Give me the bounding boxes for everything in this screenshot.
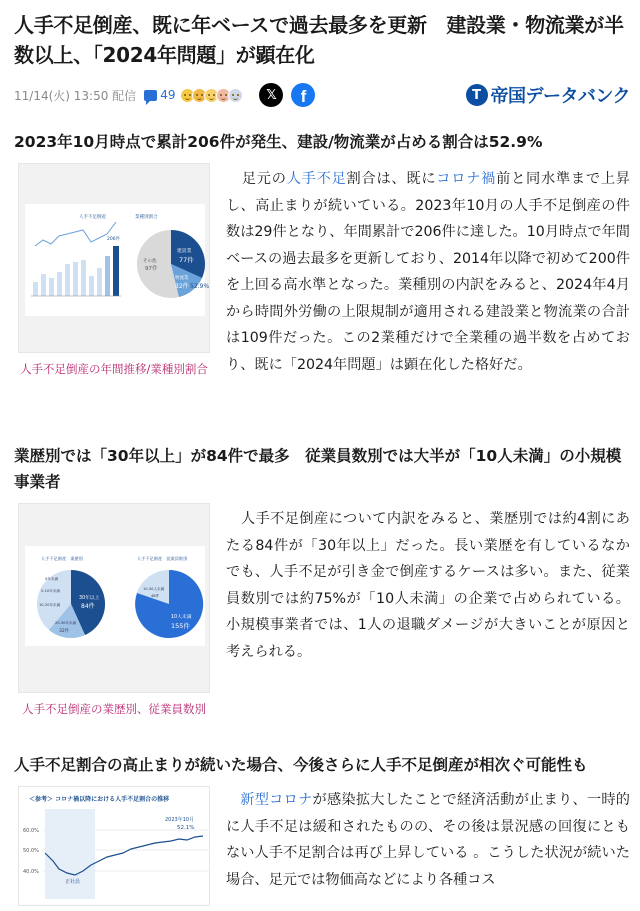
section-1-paragraph: 足元の人手不足割合は、既にコロナ禍前と同水準まで上昇し、高止まりが続いている。2023年10月の人手不足倒産の件数は29件となり、年間累計で206件に達した。10月時点で年間ベースの過去最多を更新しており、2014年以降で初めて200件を上回る高水準となった。業種別の内訳をみると、2024年4月から時間外労働の上限規制が適用される建設業と物流業の合計は109件だった。この2業種だけで全業種の過半数を占めており、既に「2024年問題」は顕在化した格好だ。 (226, 171, 630, 373)
figure-2[interactable] (18, 503, 210, 717)
share-x-icon[interactable]: 𝕏 (259, 83, 283, 107)
publisher-logo[interactable] (466, 82, 630, 108)
figure-2-r-big-value: 155件 (171, 622, 190, 630)
figure-2-l-s2: 5-10年未満 (41, 589, 60, 593)
figure-2-image[interactable] (18, 503, 210, 693)
figure-1-pie-b-label: 物流業 (175, 276, 189, 281)
figure-2-l-big-label: 30年以上 (79, 596, 100, 601)
publish-date: 11/14(火) 13:50 配信 (14, 88, 137, 103)
publisher-name: 帝国データバンク (490, 86, 630, 107)
share-facebook-icon[interactable]: f (291, 83, 315, 107)
section-2-paragraph: 人手不足倒産について内訳をみると、業歴別では約4割にあたる84件が「30年以上」だった。長い業歴を有しているなかでも、人手不足が引き金で倒産するケースは多い。また、従業員数別では約75%が「10人未満」の企業で占められている。小規模事業者では、1人の退職ダメージが大きいことが原因と考えられる。 (226, 511, 630, 660)
figure-1-pie-a-value: 77件 (179, 256, 194, 264)
figure-2-l-s4-value: 32件 (59, 629, 70, 634)
figure-2-r-big-label: 10人未満 (171, 615, 192, 620)
figure-3-point-value: 52.1% (177, 825, 195, 831)
figure-2-l-s1: 5年未満 (45, 577, 59, 581)
figure-1-pie-a-label: 建設業 (177, 249, 192, 254)
figure-3-y3: 40.0% (23, 869, 39, 875)
publisher-logo-icon: T (466, 84, 488, 106)
figure-1-caption: 人手不足倒産の年間推移/業種別割合 (20, 362, 208, 376)
comment-link[interactable] (144, 88, 175, 102)
figure-2-r-small-value: 48件 (151, 594, 160, 598)
figure-2-chart (19, 504, 211, 694)
figure-1[interactable] (18, 163, 210, 377)
figure-3-y2: 50.0% (23, 848, 39, 854)
section-heading-3: 人手不足割合の高止まりが続いた場合、今後さらに人手不足倒産が相次ぐ可能性も (14, 756, 588, 774)
figure-3-y1: 60.0% (23, 828, 39, 834)
figure-1-pct: 52.9% (190, 283, 210, 290)
figure-2-l-big-value: 84件 (81, 603, 95, 610)
comment-count: 49 (160, 88, 176, 102)
figure-3-title: ＜参考＞ コロナ禍以降における人手不足割合の推移 (29, 796, 170, 803)
figure-1-chart (19, 164, 211, 354)
figure-1-bar-label: 206件 (107, 237, 121, 242)
article-headline: 人手不足倒産、既に年ベースで過去最多を更新 建設業・物流業が半数以上、「2024年問題」が顕在化 (14, 13, 624, 67)
reaction-faces[interactable] (180, 88, 243, 103)
reaction-face-icon (228, 88, 243, 103)
figure-1-pie-c-value: 97件 (145, 266, 158, 272)
keyword-link[interactable]: 人手不足 (286, 171, 347, 187)
figure-3[interactable] (18, 786, 210, 906)
comment-icon (144, 90, 157, 101)
figure-1-right-title: 業種別割合 (135, 215, 158, 220)
figure-3-chart (19, 787, 211, 907)
section-heading-1: 2023年10月時点で累計206件が発生、建設/物流業が占める割合は52.9% (14, 133, 543, 151)
section-heading-2: 業歴別では「30年以上」が84件で最多 従業員数別では大半が「10人未満」の小規模事業者 (14, 447, 622, 491)
article-meta (14, 82, 630, 108)
keyword-link[interactable]: 新型コロナ (240, 792, 313, 808)
figure-2-right-title: 人手不足倒産 従業員数別 (137, 556, 188, 561)
section-3-paragraph: 新型コロナが感染拡大したことで経済活動が止まり、一時的に人手不足は緩和されたものの、その後は景況感の回復にともない人手不足割合は再び上昇している 。こうした状況が続いた場合、足元では物価高などにより各種コス (226, 792, 630, 888)
keyword-link[interactable]: コロナ禍 (436, 171, 497, 187)
figure-2-left-title: 人手不足倒産 業歴別 (41, 556, 83, 561)
figure-3-series-label: 正社員 (65, 879, 81, 885)
figure-2-r-small-label: 10-50人未満 (143, 587, 165, 591)
figure-1-left-title: 人手不足倒産 (79, 215, 106, 220)
figure-1-image[interactable] (18, 163, 210, 353)
figure-2-caption: 人手不足倒産の業歴別、従業員数別 (22, 702, 206, 716)
figure-3-point-label: 2023年10月 (165, 817, 195, 823)
figure-2-l-s4: 20-30年未満 (55, 621, 77, 625)
figure-3-image[interactable] (18, 786, 210, 906)
figure-1-pie-b-value: 32件 (175, 283, 189, 290)
figure-2-l-s3: 10-20年未満 (39, 603, 61, 607)
figure-1-pie-c-label: その他 (143, 259, 157, 264)
